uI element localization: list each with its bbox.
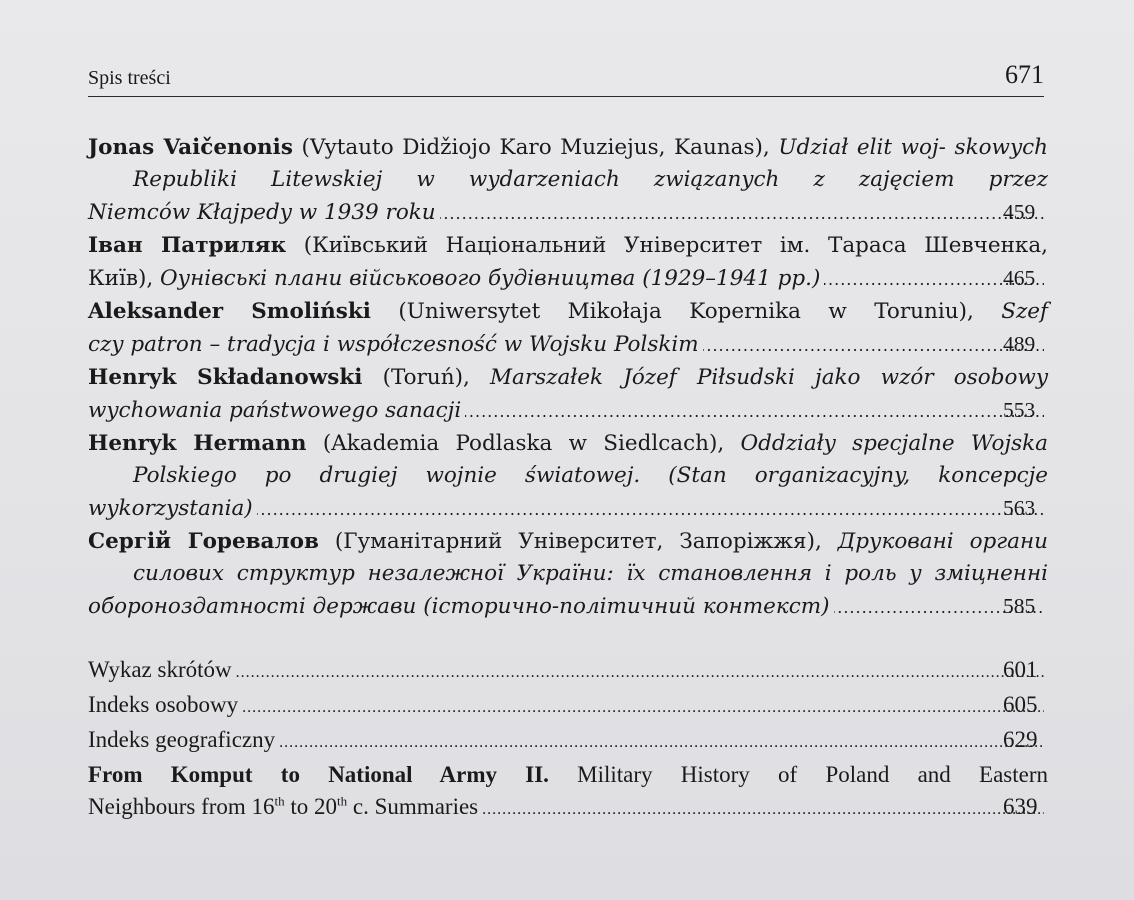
entry-affiliation-end: Київ), xyxy=(88,266,161,291)
entry-author: Сергій Горевалов xyxy=(88,529,319,554)
entry-author: Henryk Hermann xyxy=(88,431,307,456)
toc-entry: Henryk Hermann (Akademia Podlaska w Siedlcach), Oddziały specjalne Wojska Polskiego po drugiej wojnie światowej. (Stan organizacyjny, koncepcje wykorzystania) ..... 563 xyxy=(88,428,1048,526)
entry-title: Оунівські плани військового будівництва (1929–1941 рр.) xyxy=(160,266,821,291)
toc-entry: Сергій Горевалов (Гуманітарний Університет, Запоріжжя), Друковані органи силових структур незалежної України: їх становлення і роль у зміцненні обороноздатності держави (історично-політичний контекст) ..... 585 xyxy=(88,526,1048,624)
toc-entry-back-matter: Indeks osobowy ..... 605 xyxy=(88,689,1048,724)
leader-dots xyxy=(703,330,1044,362)
entry-affiliation: (Uniwersytet Mikołaja Kopernika w Toruniu), xyxy=(370,299,1002,324)
leader-dots xyxy=(279,727,1044,759)
leader-dots xyxy=(242,692,1044,724)
entry-title-end: Niemców Kłajpedy w 1939 roku xyxy=(88,200,436,225)
entry-label: Wykaz skrótów xyxy=(88,657,232,682)
entry-author: Henryk Składanowski xyxy=(88,365,363,390)
entry-title: Marszałek Józef Piłsudski jako wzór osobowy xyxy=(490,365,1048,390)
entry-title: Udział elit woj- skowych Republiki Litewskiej w wydarzeniach związanych z zajęciem przez xyxy=(133,135,1048,192)
toc-entry: Іван Патриляк (Київський Національний Університет ім. Тараса Шевченка, Київ), Оунівські плани військового будівництва (1929–1941 рр.) ..... 465 xyxy=(88,230,1048,296)
entry-affiliation: (Vytauto Didžiojo Karo Muziejus, Kaunas), xyxy=(292,135,779,160)
toc-entry: Henryk Składanowski (Toruń), Marszałek Józef Piłsudski jako wzór osobowy wychowania państwowego sanacji ..... 553 xyxy=(88,362,1048,428)
leader-dots xyxy=(257,494,1044,526)
page-number: 671 xyxy=(1005,60,1044,89)
leader-dots xyxy=(465,396,1044,428)
toc-entry-summaries: From Komput to National Army II. Military History of Poland and Eastern Neighbours from 16th to 20th c. Summaries ..... 639 xyxy=(88,759,1048,826)
entry-title: Oddziały specjalne Wojska Polskiego po drugiej wojnie światowej. (Stan organizacyjny, koncepcje xyxy=(133,431,1048,488)
toc-entry-back-matter: Indeks geograficzny ..... 629 xyxy=(88,724,1048,759)
entry-author: Іван Патриляк xyxy=(88,233,287,258)
table-of-contents xyxy=(88,132,1048,826)
entry-label: Indeks geograficzny xyxy=(88,727,276,752)
entry-title-end: wykorzystania) xyxy=(88,496,253,521)
entry-title-end: czy patron – tradycja i współczesność w Wojsku Polskim xyxy=(88,332,699,357)
entry-author: Jonas Vaičenonis xyxy=(88,135,293,160)
leader-dots xyxy=(440,198,1044,230)
entry-affiliation: (Toruń), xyxy=(362,365,490,390)
summaries-title: From Komput to National Army II. xyxy=(88,762,549,787)
entry-label: Indeks osobowy xyxy=(88,692,239,717)
toc-entry: Aleksander Smoliński (Uniwersytet Mikołaja Kopernika w Toruniu), Szef czy patron – tradycja i współczesność w Wojsku Polskim ..... 489 xyxy=(88,296,1048,362)
entry-title-end: обороноздатності держави (історично-політичний контекст) xyxy=(88,594,830,619)
entry-title-end: wychowania państwowego sanacji xyxy=(88,398,462,423)
toc-entry: Jonas Vaičenonis (Vytauto Didžiojo Karo Muziejus, Kaunas), Udział elit woj- skowych Republiki Litewskiej w wydarzeniach związanych z zajęciem przez Niemców Kłajpedy w 1939 roku ..... 459 xyxy=(88,132,1048,230)
toc-entry-back-matter: Wykaz skrótów ..... 601 xyxy=(88,654,1048,689)
entry-affiliation: (Київський Національний Університет ім. Тараса Шевченка, xyxy=(286,233,1048,258)
entry-affiliation: (Akademia Podlaska w Siedlcach), xyxy=(306,431,741,456)
section-title: Spis treści xyxy=(88,67,171,89)
summaries-subtitle: Military History of Poland and Eastern xyxy=(548,762,1049,787)
leader-dots xyxy=(482,794,1044,826)
running-header xyxy=(88,58,1044,97)
entry-title: Друковані органи силових структур незалежної України: їх становлення і роль у зміцненні xyxy=(133,529,1049,586)
entry-author: Aleksander Smoliński xyxy=(88,299,371,324)
entry-affiliation: (Гуманітарний Університет, Запоріжжя), xyxy=(318,529,838,554)
entry-title: Szef xyxy=(1001,299,1048,324)
summaries-subtitle-end: Neighbours from 16th to 20th c. Summaries xyxy=(88,793,479,819)
leader-dots xyxy=(236,657,1044,689)
